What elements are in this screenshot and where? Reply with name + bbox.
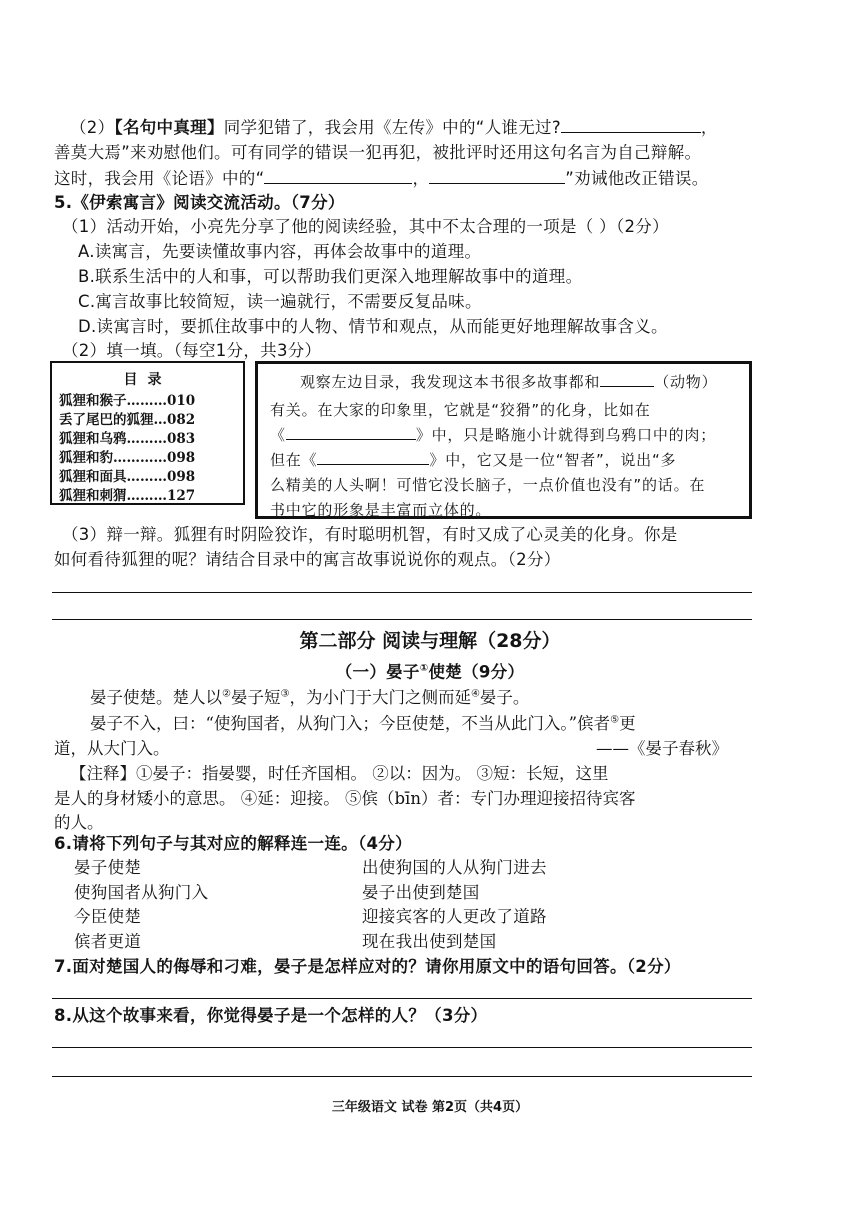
classical-para2: 晏子不入，曰：“使狗国者，从狗门入；今臣使楚，不当从此门入。”傧者⑤更 (90, 714, 636, 733)
match-left-item[interactable]: 晏子使楚 (74, 858, 142, 877)
classical-para3: 道，从大门入。 (54, 739, 170, 758)
note-line3: 的人。 (54, 813, 104, 832)
q5-option-a[interactable]: A.读寓言，先要读懂故事内容，再体会故事中的道理。 (78, 242, 482, 261)
box-line2: 有关。在大家的印象里，它就是“狡猾”的化身，比如在 (270, 401, 651, 419)
q5-sub3-line2: 如何看待狐狸的呢？请结合目录中的寓言故事说说你的观点。（2分） (54, 550, 561, 569)
toc-item: 丢了尾巴的狐狸…082 (59, 412, 196, 428)
toc-item: 狐狸和猴子………010 (59, 393, 196, 409)
q5-title: 5.《伊索寓言》阅读交流活动。（7分） (54, 193, 345, 212)
toc-item: 狐狸和面具………098 (59, 469, 196, 485)
fill-in-text (258, 364, 749, 521)
answer-line[interactable] (52, 1076, 752, 1077)
answer-line[interactable] (52, 619, 752, 620)
box-line4: 但在《 》中，它又是一位“智者”，说出“多 (258, 446, 749, 471)
fill-in-box (255, 361, 752, 519)
match-left-item[interactable]: 使狗国者从狗门入 (74, 883, 209, 902)
answer-blank[interactable] (317, 448, 429, 465)
note-line2: 是人的身材矮小的意思。 ④延：迎接。 ⑤傧（bīn）者：专门办理迎接招待宾客 (54, 789, 636, 808)
note-line1: 【注释】①晏子：指晏婴，时任齐国相。 ②以：因为。 ③短：长短，这里 (70, 764, 609, 783)
q4-2-line3: 这时，我会用《论语》中的“ ， ”劝诫他改正错误。 (54, 169, 709, 188)
q8-title: 8.从这个故事来看，你觉得晏子是一个怎样的人？（3分） (54, 1006, 488, 1025)
answer-line[interactable] (52, 998, 752, 999)
match-right-item[interactable]: 晏子出使到楚国 (362, 883, 480, 902)
q4-2-tag: 【名句中真理】 (114, 118, 224, 137)
q5-sub3-line1: （3）辩一辩。狐狸有时阴险狡诈，有时聪明机智，有时又成了心灵美的化身。你是 (62, 525, 678, 544)
q5-option-d[interactable]: D.读寓言时，要抓住故事中的人物、情节和观点，从而能更好地理解故事含义。 (78, 317, 668, 336)
section1-title: （一）晏子①使楚（9分） (335, 662, 525, 682)
answer-blank[interactable] (264, 167, 412, 184)
answer-line[interactable] (52, 1047, 752, 1048)
box-line3: 《 》中，只是略施小计就得到乌鸦口中的肉； (258, 421, 749, 446)
answer-blank[interactable] (429, 167, 565, 184)
match-right-item[interactable]: 现在我出使到楚国 (362, 932, 497, 951)
answer-line[interactable] (52, 592, 752, 593)
q4-2-line2: 善莫大焉”来劝慰他们。可有同学的错误一犯再犯，被批评时还用这句名言为自己辩解。 (54, 143, 702, 162)
q6-title: 6.请将下列句子与其对应的解释连一连。（4分） (54, 834, 412, 853)
match-left-item[interactable]: 傧者更道 (74, 932, 142, 951)
q5-option-c[interactable]: C.寓言故事比较简短，读一遍就行，不需要反复品味。 (78, 292, 482, 311)
match-right-item[interactable]: 出使狗国的人从狗门进去 (362, 858, 547, 877)
match-left-item[interactable]: 今臣使楚 (74, 907, 142, 926)
box-line6: 书中它的形象是丰富而立体的。 (270, 501, 492, 519)
part2-title: 第二部分 阅读与理解（28分） (299, 630, 561, 652)
q5-sub2: （2）填一填。（每空1分，共3分） (62, 341, 322, 360)
toc-title: 目录 (123, 372, 172, 388)
q5-option-b[interactable]: B.联系生活中的人和事，可以帮助我们更深入地理解故事中的道理。 (78, 267, 583, 286)
q4-2-line1: （2）【名句中真理】同学犯错了，我会用《左传》中的“人谁无过? ， (70, 118, 718, 137)
box-line1: 观察左边目录，我发现这本书很多故事都和 （动物） (258, 368, 749, 396)
toc-item: 狐狸和豹…………098 (59, 450, 196, 466)
toc-box (50, 361, 245, 505)
toc-item: 狐狸和刺猬………127 (59, 488, 196, 504)
source: ——《晏子春秋》 (596, 739, 728, 758)
page-footer: 三年级语文 试卷 第2页（共4页） (331, 1100, 529, 1115)
match-right-item[interactable]: 迎接宾客的人更改了道路 (362, 907, 547, 926)
toc-item: 狐狸和乌鸦………083 (59, 431, 196, 447)
answer-blank[interactable] (561, 116, 701, 133)
q5-sub1: （1）活动开始，小亮先分享了他的阅读经验，其中不太合理的一项是（ ）（2分） (62, 217, 669, 236)
classical-para1: 晏子使楚。楚人以②晏子短③，为小门于大门之侧而延④晏子。 (90, 688, 530, 707)
answer-blank[interactable] (600, 370, 654, 387)
q7-title: 7.面对楚国人的侮辱和刁难，晏子是怎样应对的？请你用原文中的语句回答。（2分） (54, 957, 681, 976)
box-line5: 么精美的人头啊！可惜它没长脑子，一点价值也没有”的话。在 (270, 476, 706, 494)
answer-blank[interactable] (286, 423, 416, 440)
